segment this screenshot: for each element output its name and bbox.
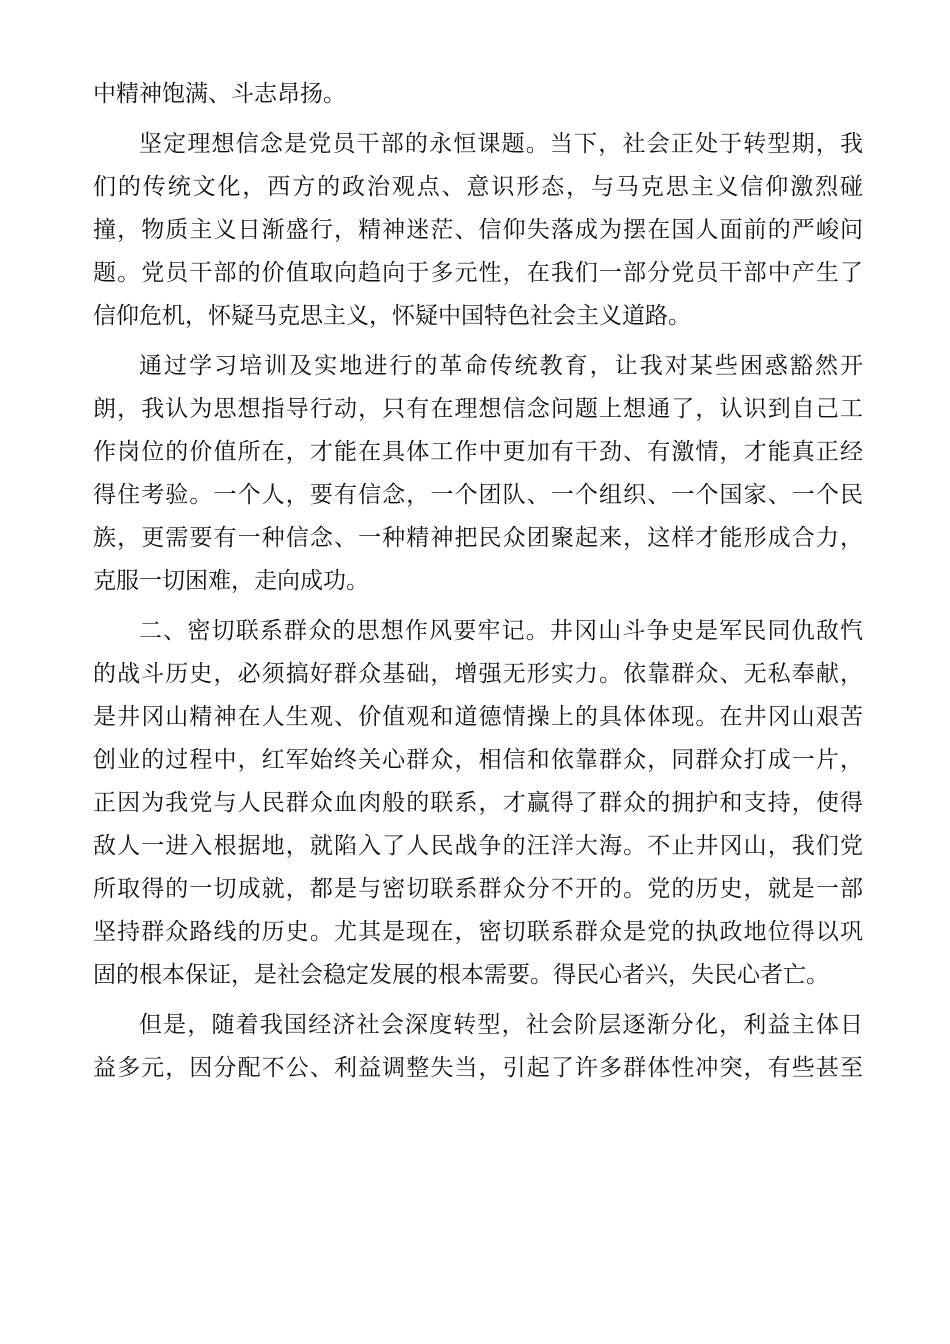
- text-line: 坚持群众路线的历史。尤其是现在，密切联系群众是党的执政地位得以巩: [93, 919, 863, 945]
- text-line: 克服一切困难，走向成功。: [93, 568, 369, 594]
- text-line: 信仰危机，怀疑马克思主义，怀疑中国特色社会主义道路。: [93, 303, 691, 329]
- text-line: 敌人一进入根据地，就陷入了人民战争的汪洋大海。不止井冈山，我们党: [93, 833, 863, 859]
- text-line: 们的传统文化，西方的政治观点、意识形态，与马克思主义信仰激烈碰: [93, 174, 863, 200]
- text-line: 益多元，因分配不公、利益调整失当，引起了许多群体性冲突，有些甚至: [93, 1055, 863, 1081]
- text-line: 所取得的一切成就，都是与密切联系群众分不开的。党的历史，就是一部: [93, 876, 863, 902]
- text-line: 是井冈山精神在人生观、价值观和道德情操上的具体体现。在井冈山艰苦: [93, 704, 863, 730]
- paragraph-2: [93, 345, 863, 603]
- paragraph-4: [93, 1004, 863, 1090]
- text-line: 创业的过程中，红军始终关心群众，相信和依靠群众，同群众打成一片，: [93, 747, 863, 773]
- text-line: 但是，随着我国经济社会深度转型，社会阶层逐渐分化，利益主体日: [139, 1012, 863, 1038]
- text-line: 通过学习培训及实地进行的革命传统教育，让我对某些困惑豁然开: [139, 353, 863, 379]
- text-line: 得住考验。一个人，要有信念，一个团队、一个组织、一个国家、一个民: [93, 482, 863, 508]
- body-text: [93, 73, 863, 1090]
- paragraph-1: [93, 123, 863, 338]
- paragraph-0: [93, 73, 863, 116]
- text-line: 撞，物质主义日渐盛行，精神迷茫、信仰失落成为摆在国人面前的严峻问: [93, 217, 863, 243]
- paragraph-3: [93, 610, 863, 997]
- text-line: 正因为我党与人民群众血肉般的联系，才赢得了群众的拥护和支持，使得: [93, 790, 863, 816]
- text-line: 的战斗历史，必须搞好群众基础，增强无形实力。依靠群众、无私奉献，: [93, 661, 863, 687]
- text-line: 中精神饱满、斗志昂扬。: [93, 81, 346, 107]
- text-line: 题。党员干部的价值取向趋向于多元性，在我们一部分党员干部中产生了: [93, 260, 863, 286]
- text-line: 固的根本保证，是社会稳定发展的根本需要。得民心者兴，失民心者亡。: [93, 962, 829, 988]
- text-line: 坚定理想信念是党员干部的永恒课题。当下，社会正处于转型期，我: [139, 131, 863, 157]
- text-line: 族，更需要有一种信念、一种精神把民众团聚起来，这样才能形成合力，: [93, 525, 863, 551]
- text-line: 作岗位的价值所在，才能在具体工作中更加有干劲、有激情，才能真正经: [93, 439, 863, 465]
- text-line: 朗，我认为思想指导行动，只有在理想信念问题上想通了，认识到自己工: [93, 396, 863, 422]
- text-line: 二、密切联系群众的思想作风要牢记。井冈山斗争史是军民同仇敌忾: [139, 618, 863, 644]
